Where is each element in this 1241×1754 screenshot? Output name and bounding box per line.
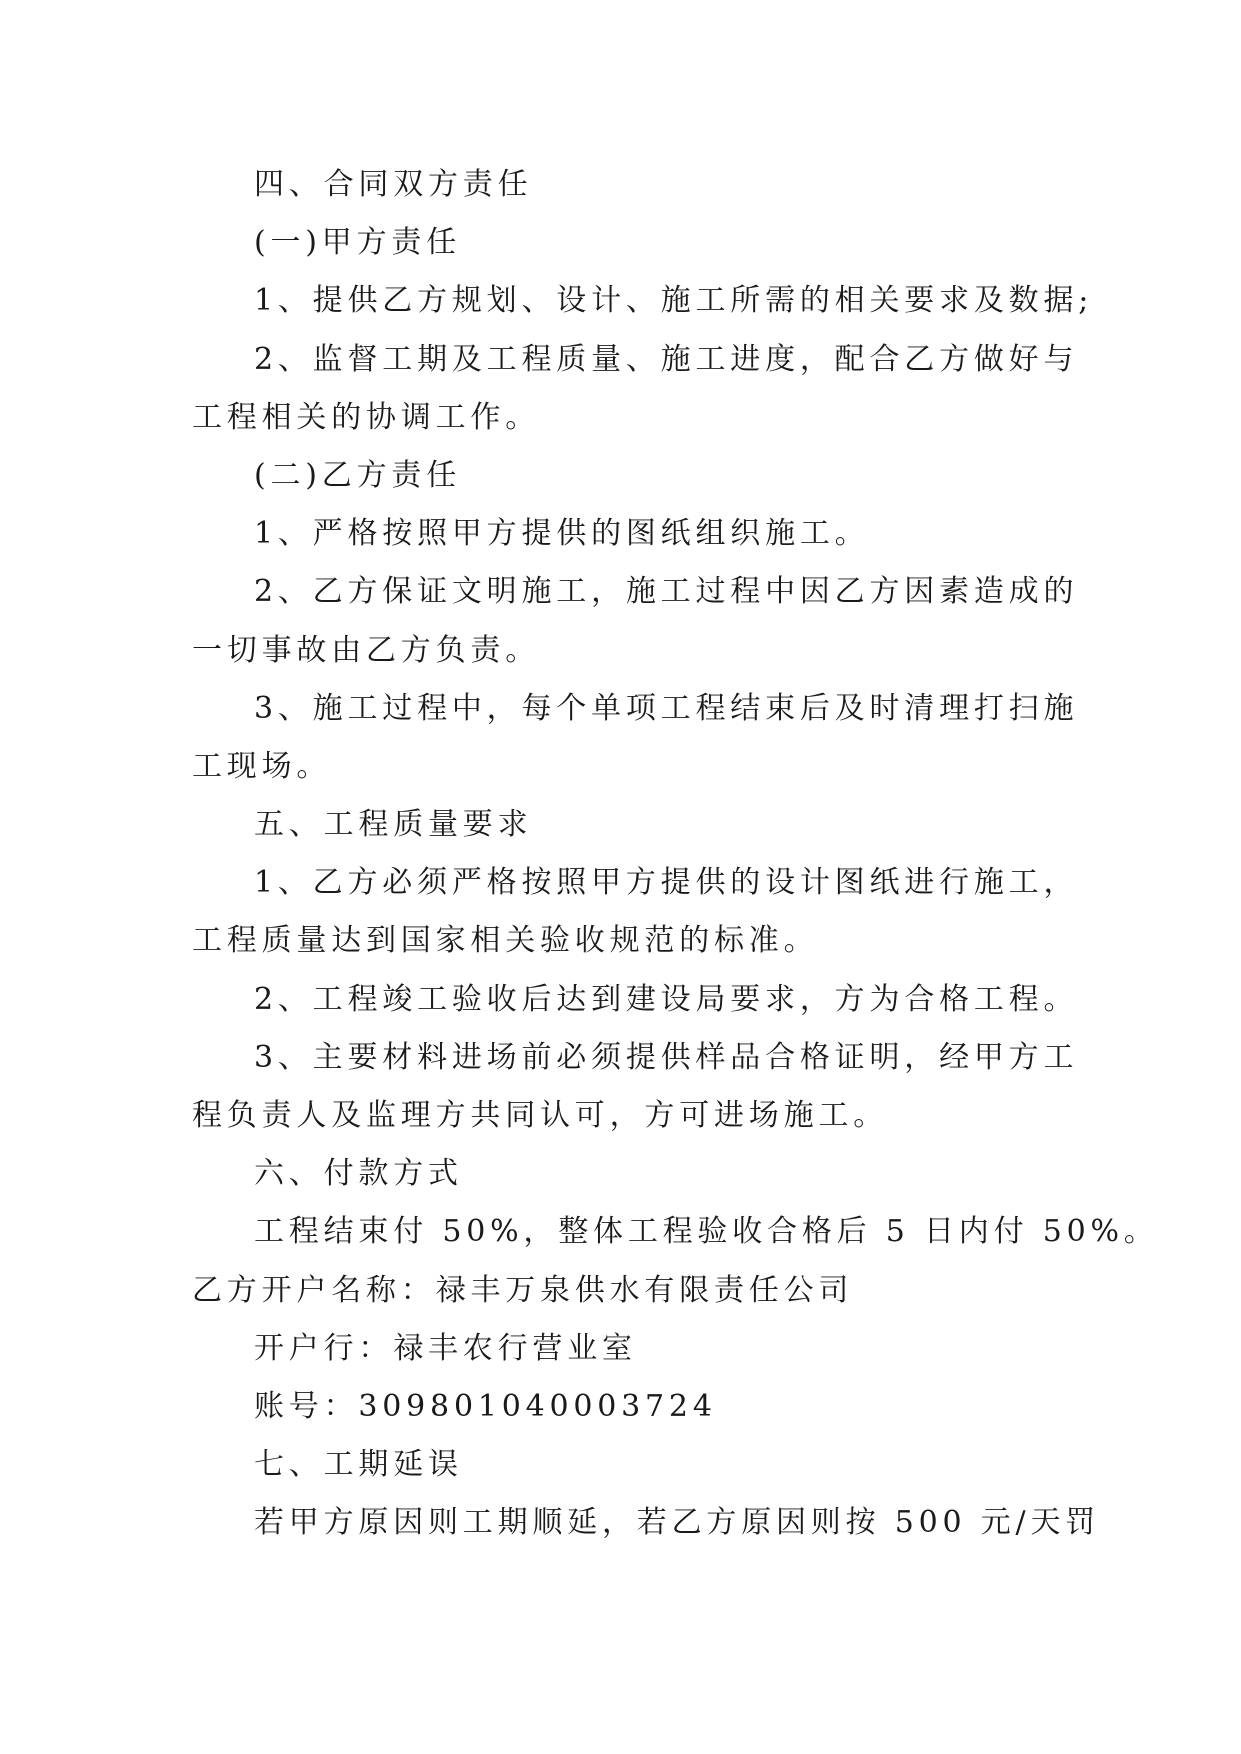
text-line: 1、严格按照甲方提供的图纸组织施工。 bbox=[254, 516, 870, 552]
text-line: 七、工期延误 bbox=[254, 1447, 463, 1483]
text-line: 2、乙方保证文明施工，施工过程中因乙方因素造成的 bbox=[254, 574, 1079, 610]
text-line: 2、监督工期及工程质量、施工进度，配合乙方做好与 bbox=[254, 341, 1079, 377]
text-line: 四、合同双方责任 bbox=[254, 167, 533, 202]
text-line: 开户行：禄丰农行营业室 bbox=[254, 1330, 637, 1366]
text-line: 若甲方原因则工期顺延，若乙方原因则按 500 元/天罚 bbox=[254, 1505, 1101, 1541]
text-line: 账号：309801040003724 bbox=[254, 1388, 717, 1424]
text-line: 工程质量达到国家相关验收规范的标准。 bbox=[192, 923, 819, 959]
document-body bbox=[192, 156, 1159, 1553]
text-line: (二)乙方责任 bbox=[254, 457, 462, 493]
text-line: 五、工程质量要求 bbox=[254, 807, 533, 843]
text-line: 3、主要材料进场前必须提供样品合格证明，经甲方工 bbox=[254, 1039, 1079, 1075]
text-line: 六、付款方式 bbox=[254, 1156, 463, 1192]
text-line: 一切事故由乙方负责。 bbox=[192, 632, 540, 668]
text-line: 1、提供乙方规划、设计、施工所需的相关要求及数据; bbox=[254, 283, 1094, 319]
text-line: 工现场。 bbox=[192, 748, 332, 784]
text-line: 工程相关的协调工作。 bbox=[192, 399, 540, 435]
text-line: 2、工程竣工验收后达到建设局要求，方为合格工程。 bbox=[254, 981, 1079, 1017]
text-line: 3、施工过程中，每个单项工程结束后及时清理打扫施 bbox=[254, 690, 1079, 726]
text-line: 工程结束付 50%，整体工程验收合格后 5 日内付 50%。 bbox=[254, 1214, 1159, 1250]
text-line: 1、乙方必须严格按照甲方提供的设计图纸进行施工， bbox=[254, 865, 1079, 901]
text-line: (一)甲方责任 bbox=[254, 225, 462, 261]
text-line: 乙方开户名称：禄丰万泉供水有限责任公司 bbox=[192, 1272, 854, 1308]
text-line: 程负责人及监理方共同认可，方可进场施工。 bbox=[192, 1098, 888, 1133]
